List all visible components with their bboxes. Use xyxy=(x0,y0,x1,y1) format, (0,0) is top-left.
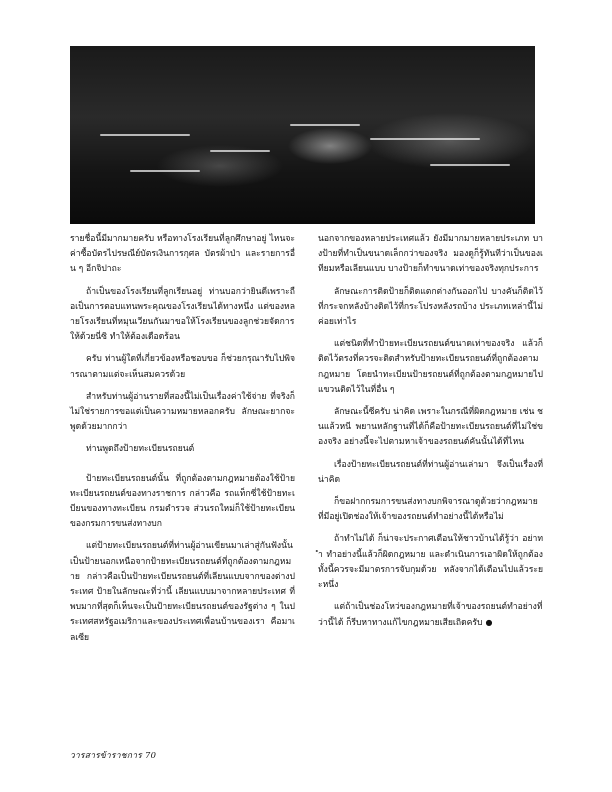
left-column xyxy=(70,232,295,653)
paragraph: แต่ชนิดที่ทำป้ายทะเบียนรถยนต์ขนาดเท่าของจริง แล้วก็ติดไว้ตรงที่ควรจะติดสำหรับป้ายทะเบียนรถยนต์ที่ถูกต้องตามกฎหมาย โดยนำทะเบียนป้ายรถยนต์ที่ถูกต้องตามกฎหมายไปแขวนติดไว้ในที่อื่น ๆ xyxy=(318,339,543,395)
page-footer: วารสารข้าราชการ 70 xyxy=(70,750,157,760)
right-column xyxy=(318,232,543,639)
paragraph: ถ้าเป็นของโรงเรียนที่ลูกเรียนอยู่ ท่านบอกว่ายินดีเพราะถือเป็นการตอบแทนพระคุณของโรงเรียนได้ทางหนึ่ง แต่ของหลายโรงเรียนที่หมุนเวียนกันมาขอให้โรงเรียนของลูกช่วยจัดการให้ด้วยนี่ซิ ทำให้ต้องเดือดร้อน xyxy=(70,286,295,343)
header-photo xyxy=(70,46,535,224)
paragraph: รายชื่อนี้มีมากมายครับ หรือทางโรงเรียนที่ลูกศึกษาอยู่ ไหนจะค่าซื้อบัตรไปรษณีย์บัตรเงินการกุศล บัตรผ้าป่า และรายการอื่น ๆ อีกจิปาถะ xyxy=(70,234,295,275)
paragraph: แต่ป้ายทะเบียนรถยนต์ที่ท่านผู้อ่านเขียนมาเล่าสู่กันฟังนั้น เป็นป้ายนอกเหนือจากป้ายทะเบียนรถยนต์ที่ถูกต้องตามกฎหมาย กล่าวคือเป็นป้ายทะเบียนรถยนต์ที่เลียนแบบจากของต่างประเทศ ป้ายในลักษณะที่ว่านี้ เลียนแบบมาจากหลายประเทศ ที่พบมากที่สุดก็เห็นจะเป็นป้ายทะเบียนรถยนต์ของรัฐต่าง ๆ ในประเทศสหรัฐอเมริกาและของประเทศเพื่อนบ้านของเรา คือมาเลเซีย xyxy=(70,541,295,643)
paragraph: เรื่องป้ายทะเบียนรถยนต์ที่ท่านผู้อ่านเล่ามา จึงเป็นเรื่องที่น่าคิด xyxy=(318,459,543,485)
paragraph: ครับ ท่านผู้ใดที่เกี่ยวข้องหรือชอบขอ ก็ช่วยกรุณารับไปพิจารณาตามแต่จะเห็นสมควรด้วย xyxy=(70,354,295,380)
paragraph: ก็ขอฝากกรมการขนส่งทางบกพิจารณาดูด้วยว่ากฎหมายที่มีอยู่เปิดช่องให้เจ้าของรถยนต์ทำอย่างนี้ได้หรือไม่ xyxy=(318,497,538,523)
paragraph-last xyxy=(318,600,543,631)
paragraph: ลักษณะนี้ซีครับ น่าคิด เพราะในกรณีที่ผิดกฎหมาย เช่น ชนแล้วหนี พยานหลักฐานที่ได้ก็คือป้ายทะเบียนรถยนต์ที่ไม่ใช่ของจริง อย่างนี้จะไปตามหาเจ้าของรถยนต์คันนั้นได้ที่ไหน xyxy=(318,407,543,448)
paragraph: ป้ายทะเบียนรถยนต์นั้น ที่ถูกต้องตามกฎหมายต้องใช้ป้ายทะเบียนรถยนต์ของทางราชการ กล่าวคือ รถแท็กซี่ใช้ป้ายทะเบียนของทางทะเบียน กรมตำรวจ ส่วนรถใหม่ก็ใช้ป้ายทะเบียนของกรมการขนส่งทางบก xyxy=(70,473,295,530)
paragraph: นอกจากของหลายประเทศแล้ว ยังมีมากมายหลายประเภท บางป้ายที่ทำเป็นขนาดเล็กกว่าของจริง มองดูก็รู้ทันทีว่าเป็นของเทียมหรือเลียนแบบ บางป้ายก็ทำขนาดเท่าของจริงทุกประการ xyxy=(318,234,543,275)
paragraph-text: แต่ถ้าเป็นช่องโหว่ของกฎหมายที่เจ้าของรถยนต์ทำอย่างที่ว่านี้ได้ ก็รีบหาทางแก้ไขกฎหมายเสียเถิดครับ xyxy=(318,602,543,629)
paragraph: สำหรับท่านผู้อ่านรายที่สองนี้ไม่เป็นเรื่องค่าใช้จ่าย ที่จริงก็ไม่ใช่รายการขอแต่เป็นความหมายหลอกครับ ลักษณะยากจะพูดด้วยมากกว่า xyxy=(70,391,295,433)
paragraph: ถ้าทำไม่ได้ ก็น่าจะประกาศเตือนให้ชาวบ้านได้รู้ว่า อย่าทำ ทำอย่างนี้แล้วก็ผิดกฎหมาย และดำเนินการเอาผิดให้ถูกต้อง ทั้งนี้ควรจะมีมาตรการจับกุมด้วย หลังจากได้เตือนไปแล้วระยะหนึ่ง xyxy=(318,534,543,591)
paragraph: ท่านพูดถึงป้ายทะเบียนรถยนต์ xyxy=(86,444,195,455)
paragraph: ลักษณะการติดป้ายก็ติดแตกต่างกันออกไป บางคันก็ติดไว้ที่กระจกหลังบ้างติดไว้ที่กระโปรงหลังรถบ้าง ประเภทเหล่านี้ไม่ค่อยเท่าไร xyxy=(318,286,543,328)
end-mark-icon: ● xyxy=(485,618,493,628)
